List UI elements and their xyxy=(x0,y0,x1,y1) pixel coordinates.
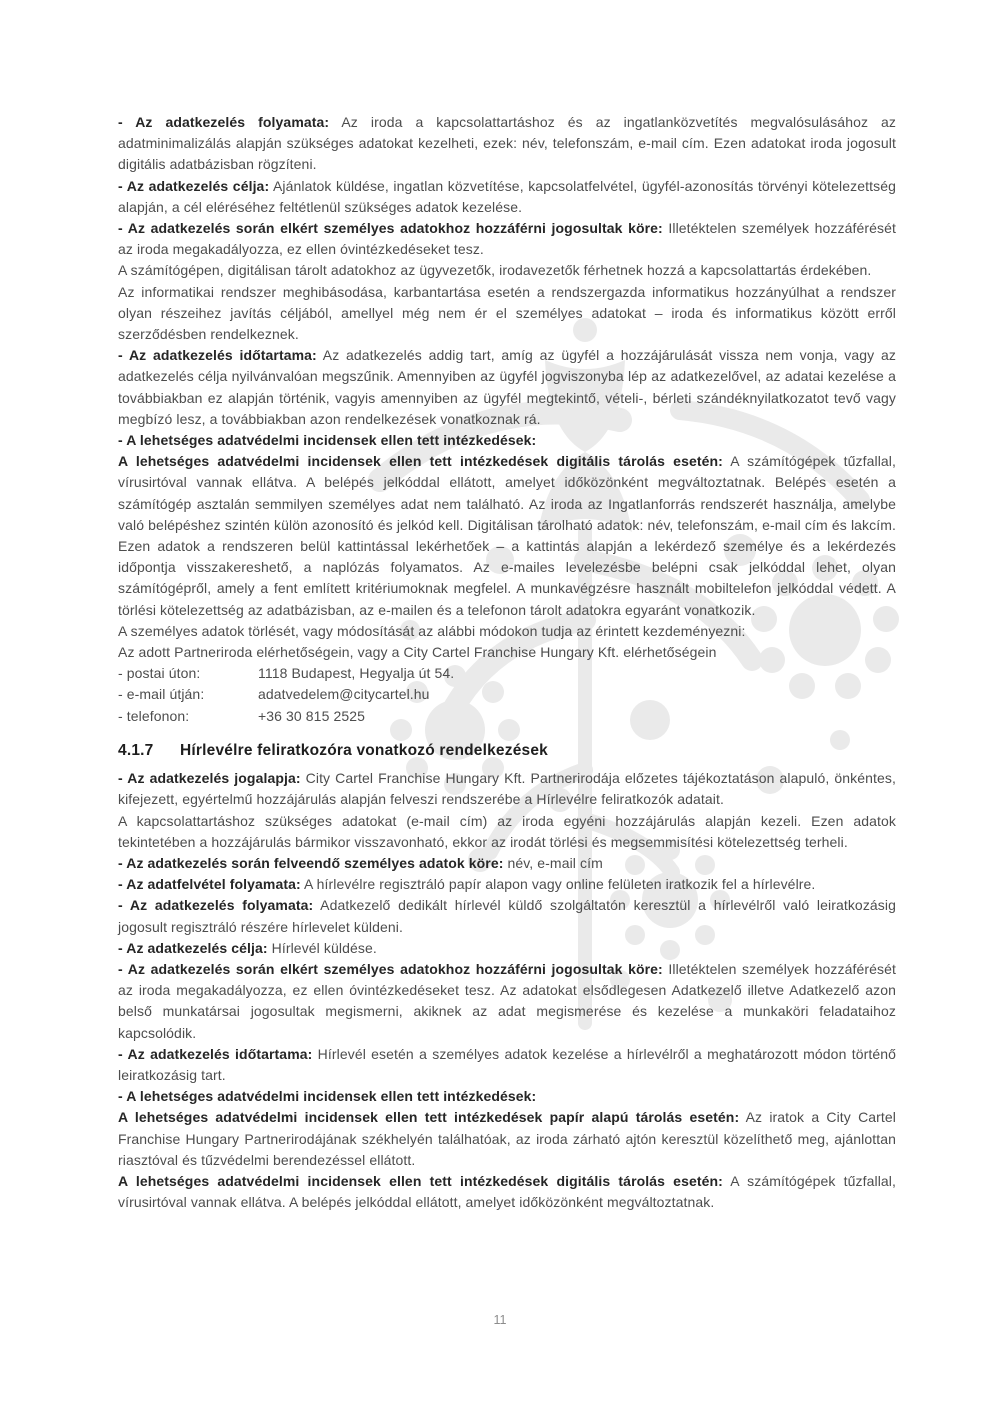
section-title: Hírlevélre feliratkozóra vonatkozó rendelkezések xyxy=(180,741,548,759)
paragraph-text: Az iroda a kapcsolattartáshoz és az ingatlanközvetítés megvalósulásához az adatminimalizálás alapján szükséges adatokat kezelheti, ezek: név, telefonszám, e-mail cím. Ezen adatokat iroda jogosult digitális adatbázisban rögzíteni. xyxy=(118,114,897,173)
paragraph-text: Az iratok a City Cartel Franchise Hungary Partnerirodájának székhelyén találhatóak, az iroda zárható ajtón keresztül közelíthető meg, ajánlottan riasztóval és tűzvédelmi berendezéssel ellátott. xyxy=(118,1109,897,1168)
paragraph xyxy=(118,768,896,810)
paragraph-text: City Cartel Franchise Hungary Kft. Partnerirodája előzetes tájékoztatáson alapuló, önkéntes, kifejezett, egyértelmű hozzájárulás alapján felveszi rendszerébe a Hírlevélre feliratkozók adatait. xyxy=(118,770,896,808)
contact-row-email xyxy=(118,684,896,705)
paragraph-lead: - Az adatfelvétel folyamata: xyxy=(118,876,301,893)
section-number: 4.1.7 xyxy=(118,741,154,759)
paragraph-lead: - Az adatkezelés során elkért személyes adatokhoz hozzáférni jogosultak köre: xyxy=(118,220,663,237)
contact-value: +36 30 815 2525 xyxy=(258,707,365,724)
paragraph-lead: - Az adatkezelés időtartama: xyxy=(118,347,317,364)
paragraph xyxy=(118,895,896,937)
paragraph-lead: - Az adatkezelés folyamata: xyxy=(118,114,330,130)
paragraph-lead: - Az adatkezelés során felveendő személyes adatok köre: xyxy=(118,854,504,871)
paragraph-text: A számítógépen, digitálisan tárolt adatokhoz az ügyvezetők, irodavezetők férhetnek hozzá a kapcsolattartás érdekében. xyxy=(118,262,872,279)
paragraph xyxy=(118,430,896,451)
paragraph xyxy=(118,345,896,430)
paragraph-text: Adatkezelő dedikált hírlevél küldő szolgáltatón keresztül a hírlevélről való leiratkozásig jogosult regisztráló részére hírlevelet küldeni. xyxy=(118,897,897,935)
paragraph xyxy=(118,1044,896,1086)
paragraph-lead: - Az adatkezelés során elkért személyes adatokhoz hozzáférni jogosultak köre: xyxy=(118,960,663,977)
paragraph-text: Az adatkezelés addig tart, amíg az ügyfél a hozzájárulását vissza nem vonja, vagy az adatkezelés célja nyilvánvalóan megszűnik. Amennyiben az ügyfél jogviszonyba lép az adatkezelővel, az adatai kezelése a továbbiakban ez alapján történik, vagyis amennyiben az ügyfél megtekintő, vételi-, bérleti szándéknyilatkozatot tevő vagy megbízó lesz, a továbbiakban azon rendelkezések vonatkoznak rá. xyxy=(118,347,896,427)
paragraph xyxy=(118,853,896,874)
paragraph-lead: - A lehetséges adatvédelmi incidensek ellen tett intézkedések: xyxy=(118,432,537,449)
paragraph xyxy=(118,451,896,621)
paragraph xyxy=(118,218,896,260)
paragraph xyxy=(118,282,896,346)
contact-row-postal xyxy=(118,663,896,684)
paragraph-text: név, e-mail cím xyxy=(503,854,603,871)
paragraph xyxy=(118,1171,896,1213)
paragraph-text: A számítógépek tűzfallal, vírusirtóval vannak ellátva. A belépés jelkóddal ellátott, amelyet időközönként megváltoztatnak. Belépés esetén a számítógép asztalán semmilyen személyes adat nem található. Az iroda az Ingatlanforrás rendszerét használja, amelybe való belépéshez szintén külön azonosító és jelkód kell. Digitálisan tárolható adatok: név, telefonszám, e-mail cím és lakcím. Ezen adatok a rendszeren belül kattintással lekérhetőek – a kattintás alapján a lekérdező személye és a lekérdezés időpontja visszakereshető, a naplózás folyamatos. Az e-mailes levelezésbe belépni csak jelkóddal lehet, olyan számítógépről, amely a fent említett kritériumoknak megfelel. A munkavégzésre használt mobiltelefon jelkóddal védett. A törlési kötelezettség az adatbázisban, az e-mailen és a telefonon tárolt adatokra egyaránt vonatkozik. xyxy=(118,453,896,618)
paragraph xyxy=(118,938,896,959)
paragraph-lead: A lehetséges adatvédelmi incidensek ellen tett intézkedések digitális tárolás esetén: xyxy=(118,1172,723,1189)
paragraph xyxy=(118,1086,896,1107)
contact-row-phone xyxy=(118,706,896,727)
contact-label: - telefonon: xyxy=(118,707,190,724)
paragraph-lead: - A lehetséges adatvédelmi incidensek ellen tett intézkedések: xyxy=(118,1088,537,1105)
contact-value: 1118 Budapest, Hegyalja út 54. xyxy=(258,665,455,682)
paragraph-lead: - Az adatkezelés folyamata: xyxy=(118,897,314,914)
paragraph xyxy=(118,642,896,663)
paragraph xyxy=(118,112,896,176)
paragraph-text: Az adott Partneriroda elérhetőségein, vagy a City Cartel Franchise Hungary Kft. elérhetőségein xyxy=(118,644,717,661)
paragraph-text: Hírlevél esetén a személyes adatok kezelése a hírlevélről a meghatározott módon történő leiratkozásig tart. xyxy=(118,1045,896,1083)
paragraph-lead: - Az adatkezelés időtartama: xyxy=(118,1045,313,1062)
paragraph-text: Az informatikai rendszer meghibásodása, karbantartása esetén a rendszergazda informatikus hozzányúlhat a rendszer olyan részeihez javítás céljából, amellyel még nem ér el személyes adatokat – iroda és informatikus között erről szerződésben rendelkeznek. xyxy=(118,283,896,343)
paragraph-text: Ajánlatok küldése, ingatlan közvetítése, kapcsolatfelvétel, ügyfél-azonosítás törvényi kötelezettség alapján, a cél eléréséhez feltétlenül szükséges adatok kezelése. xyxy=(118,177,896,215)
paragraph xyxy=(118,260,896,281)
paragraph-text: A személyes adatok törlését, vagy módosítását az alábbi módokon tudja az érintett kezdeményezni: xyxy=(118,622,746,639)
paragraph-lead: - Az adatkezelés jogalapja: xyxy=(118,770,301,787)
paragraph-text: Hírlevél küldése. xyxy=(267,939,377,956)
paragraph-text: Illetéktelen személyek hozzáférését az iroda megakadályozza, ez ellen óvintézkedéseket tesz. Az adatokat elsődlegesen Adatkezelő illetve Adatkezelő azon belső munkatársai jogosultak megismerni, akiknek az adat megismerése és kezelése a munkaköri feladataihoz kapcsolódik. xyxy=(118,960,896,1041)
contact-value: adatvedelem@citycartel.hu xyxy=(258,686,430,703)
section-heading xyxy=(118,740,896,761)
paragraph-text: A kapcsolattartáshoz szükséges adatokat (e-mail cím) az iroda egyéni hozzájárulás alapján kezeli. Ezen adatok tekintetében a hozzájárulás bármikor visszavonható, ekkor az irodát törlési és megsemmisítési kötelezettség terheli. xyxy=(118,812,896,850)
paragraph xyxy=(118,811,896,853)
document-body xyxy=(118,112,896,1213)
paragraph-lead: A lehetséges adatvédelmi incidensek ellen tett intézkedések papír alapú tárolás esetén: xyxy=(118,1109,740,1126)
contact-label: - postai úton: xyxy=(118,665,201,682)
paragraph-text: A hírlevélre regisztráló papír alapon vagy online felületen iratkozik fel a hírlevélre. xyxy=(300,876,816,893)
paragraph-lead: - Az adatkezelés célja: xyxy=(118,939,268,956)
paragraph xyxy=(118,959,896,1044)
paragraph-lead: - Az adatkezelés célja: xyxy=(118,177,270,194)
paragraph-lead: A lehetséges adatvédelmi incidensek ellen tett intézkedések digitális tárolás esetén: xyxy=(118,453,723,470)
page-number: 11 xyxy=(493,1313,507,1327)
paragraph xyxy=(118,1107,896,1171)
paragraph xyxy=(118,176,896,218)
paragraph-text: Illetéktelen személyek hozzáférését az iroda megakadályozza, ez ellen óvintézkedéseket tesz. xyxy=(118,220,896,258)
paragraph-text: A számítógépek tűzfallal, vírusirtóval vannak ellátva. A belépés jelkóddal ellátott, amelyet időközönként megváltoztatnak. xyxy=(118,1172,896,1211)
paragraph xyxy=(118,621,896,642)
contact-label: - e-mail útján: xyxy=(118,686,205,703)
paragraph xyxy=(118,874,896,895)
